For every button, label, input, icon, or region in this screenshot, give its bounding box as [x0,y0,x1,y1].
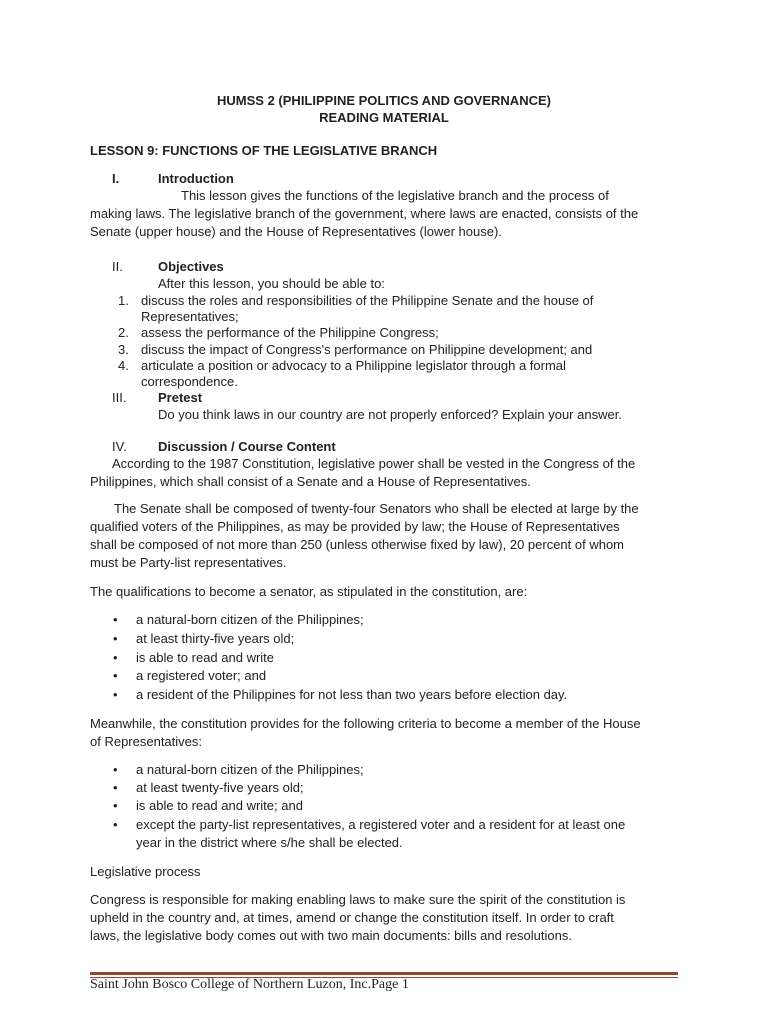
paragraph-line: The Senate shall be composed of twenty-four Senators who shall be elected at large by the [114,501,639,516]
house-qualification-continuation: year in the district where s/he shall be elected. [136,835,403,850]
pretest-question: Do you think laws in our country are not properly enforced? Explain your answer. [158,407,622,422]
house-qualification: is able to read and write; and [136,798,303,813]
bullet-icon: • [113,687,118,702]
senator-intro: The qualifications to become a senator, as stipulated in the constitution, are: [90,584,528,599]
discussion-heading: Discussion / Course Content [158,439,336,454]
paragraph-line: laws, the legislative body comes out with two main documents: bills and resolutions. [90,928,572,943]
senator-qualification: a natural-born citizen of the Philippines; [136,612,364,627]
discussion-numeral: IV. [112,439,127,454]
pretest-numeral: III. [112,390,127,405]
footer-rule [90,972,678,975]
bullet-icon: • [113,817,118,832]
senator-qualification: a registered voter; and [136,668,267,683]
paragraph-line: must be Party-list representatives. [90,555,287,570]
house-qualification: except the party-list representatives, a registered voter and a resident for at least one [136,817,626,832]
house-intro-line: Meanwhile, the constitution provides for the following criteria to become a member of the House [90,716,641,731]
paragraph-line: shall be composed of not more than 250 (unless otherwise fixed by law), 20 percent of whom [90,537,625,552]
section-heading-legislative-process: Legislative process [90,864,201,879]
document-title: HUMSS 2 (PHILIPPINE POLITICS AND GOVERNANCE) [217,93,551,108]
objective-number: 2. [118,325,129,340]
bullet-icon: • [113,612,118,627]
paragraph-line: upheld in the country and, at times, amend or change the constitution itself. In order to craft [90,910,614,925]
house-qualification: a natural-born citizen of the Philippines; [136,762,364,777]
bullet-icon: • [113,798,118,813]
objective-item-continuation: correspondence. [141,374,238,389]
senator-qualification: is able to read and write [136,650,275,665]
house-intro-line: of Representatives: [90,734,203,749]
paragraph-line: Philippines, which shall consist of a Senate and a House of Representatives. [90,474,531,489]
objective-number: 4. [118,358,129,373]
page-footer: Saint John Bosco College of Northern Luzon, Inc.Page 1 [90,977,409,992]
objectives-numeral: II. [112,259,123,274]
paragraph-line: According to the 1987 Constitution, legislative power shall be vested in the Congress of the [112,456,636,471]
objective-item-continuation: Representatives; [141,309,239,324]
objectives-lead: After this lesson, you should be able to: [158,276,385,291]
bullet-icon: • [113,650,118,665]
intro-numeral: I. [112,171,120,186]
bullet-icon: • [113,668,118,683]
objective-number: 3. [118,342,129,357]
objective-item: discuss the roles and responsibilities of the Philippine Senate and the house of [141,293,594,308]
senator-qualification: a resident of the Philippines for not less than two years before election day. [136,687,568,702]
objective-item: discuss the impact of Congress's performance on Philippine development; and [141,342,593,357]
paragraph-line: qualified voters of the Philippines, as may be provided by law; the House of Representatives [90,519,620,534]
senator-qualification: at least thirty-five years old; [136,631,295,646]
objective-item: assess the performance of the Philippine Congress; [141,325,439,340]
bullet-icon: • [113,762,118,777]
bullet-icon: • [113,631,118,646]
bullet-icon: • [113,780,118,795]
lesson-title: LESSON 9: FUNCTIONS OF THE LEGISLATIVE BRANCH [90,143,438,158]
objective-item: articulate a position or advocacy to a Philippine legislator through a formal [141,358,566,373]
pretest-heading: Pretest [158,390,203,405]
paragraph-line: Congress is responsible for making enabling laws to make sure the spirit of the constitution is [90,892,626,907]
objectives-heading: Objectives [158,259,224,274]
document-subtitle: READING MATERIAL [319,110,449,125]
intro-text-line: This lesson gives the functions of the legislative branch and the process of [181,188,609,203]
objective-number: 1. [118,293,129,308]
intro-heading: Introduction [158,171,234,186]
intro-text-line: Senate (upper house) and the House of Representatives (lower house). [90,224,502,239]
intro-text-line: making laws. The legislative branch of the government, where laws are enacted, consists of the [90,206,639,221]
house-qualification: at least twenty-five years old; [136,780,304,795]
